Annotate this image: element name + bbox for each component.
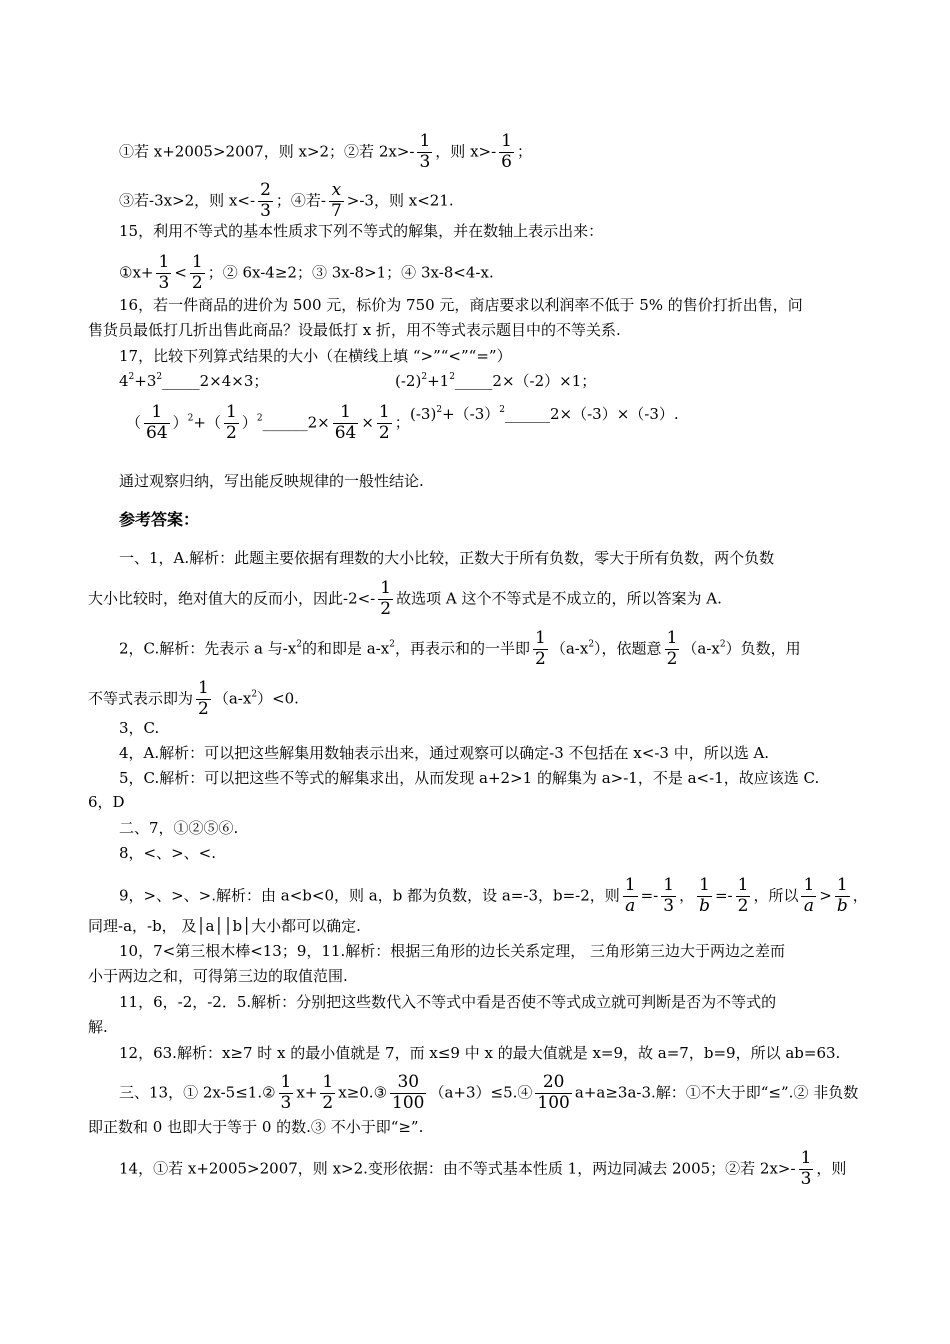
text-line: [126, 404, 410, 443]
fraction: [279, 1074, 294, 1113]
text: ______2×（-3）×（-3）.: [504, 405, 679, 423]
text-line: 5，C.解析：可以把这些不等式的解集求出，从而发现 a+2>1 的解集为 a>-1，不是 a<-1，故应该选 C.: [119, 769, 820, 787]
text: +3: [134, 372, 157, 390]
text: ；② 6x-4≥2；③ 3x-8>1；④ 3x-8<4-x.: [207, 263, 494, 282]
text: ）: [241, 413, 257, 432]
text: （a-x: [550, 639, 589, 658]
text: (-2): [395, 372, 422, 390]
superscript: 2: [128, 372, 135, 382]
fraction: [224, 404, 239, 443]
text: （a+3）≤5.④: [429, 1083, 533, 1102]
denominator: 2: [225, 422, 237, 443]
text-line: [119, 371, 268, 391]
text: a+a≥3a-3.解：①不大于即“≤”.② 非负数: [574, 1083, 859, 1102]
text: ）: [172, 413, 188, 432]
numerator: 1: [333, 404, 359, 424]
text: （: [126, 413, 142, 432]
denominator: 100: [537, 1092, 570, 1113]
fraction: [258, 182, 273, 221]
superscript: 2: [296, 639, 302, 650]
denominator: a: [803, 895, 814, 916]
text: ①若 x+2005>2007，则 x>2；②若 2x>-: [119, 142, 415, 161]
text-line: 一、1，A.解析：此题主要依据有理数的大小比较，正数大于所有负数，零大于所有负数，两个负数: [119, 549, 775, 567]
numerator: 1: [501, 131, 512, 151]
fraction: [378, 580, 393, 619]
text: =-: [714, 886, 733, 905]
superscript: 2: [389, 639, 395, 650]
text: 9，>、>、>.解析：由 a<b<0，则 a，b 都为负数，设 a=-3，b=-2，则: [119, 886, 620, 905]
text-line: 解.: [88, 1018, 108, 1036]
text-line: [88, 580, 722, 619]
numerator: 1: [419, 131, 431, 151]
text-line: 10，7<第三根木棒<13；9，11.解析：根据三角形的边长关系定理， 三角形第三边大于两边之差而: [119, 942, 786, 960]
fraction: [835, 877, 850, 916]
text: >: [819, 886, 832, 905]
numerator: 1: [666, 628, 678, 648]
superscript: 2: [499, 405, 505, 415]
text: 的和即是 a-x: [302, 639, 390, 658]
denominator: 64: [334, 422, 357, 443]
text: ），依题意: [594, 639, 662, 658]
denominator: 2: [198, 698, 209, 719]
denominator: 3: [280, 1092, 292, 1113]
text: +1: [427, 372, 450, 390]
text: (-3): [410, 405, 437, 423]
text: ，再表示和的一半即: [394, 639, 530, 658]
text: 4: [119, 372, 129, 390]
text: _____2×（-2）×1；: [454, 372, 597, 390]
numerator: 1: [380, 578, 392, 598]
numerator: 1: [803, 875, 815, 895]
text-line: [119, 133, 532, 172]
numerator: 1: [697, 877, 712, 897]
fraction: [533, 630, 548, 669]
superscript: 2: [251, 689, 258, 700]
fraction: [333, 404, 359, 443]
numerator: 1: [225, 402, 237, 422]
text-line: 3，C.: [119, 719, 160, 737]
denominator: 2: [378, 422, 390, 443]
numerator: 1: [835, 877, 850, 897]
denominator: 2: [322, 1092, 334, 1113]
fraction: [417, 133, 432, 172]
text-line: 16，若一件商品的进价为 500 元，标价为 750 元，商店要求以利润率不低于 5% 的售价打折出售，问: [119, 296, 803, 314]
text: ______2×: [262, 413, 330, 432]
fraction: [799, 1150, 814, 1189]
fraction: [156, 254, 171, 293]
superscript: 2: [421, 372, 428, 382]
text-line: 即正数和 0 也即大于等于 0 的数.③ 不小于即“≥”.: [88, 1118, 424, 1136]
fraction: [329, 182, 344, 221]
text: 14，①若 x+2005>2007，则 x>2.变形依据：由不等式基本性质 1，两边同减去 2005；②若 2x>-: [119, 1159, 796, 1178]
text: ，: [852, 886, 868, 905]
text-line: 售货员最低打几折出售此商品？设最低打 x 折，用不等式表示题目中的不等关系.: [88, 321, 621, 339]
superscript: 2: [449, 372, 455, 382]
denominator: a: [625, 895, 636, 916]
text-line: 同理-a，-b， 及│a││b│大小都可以确定.: [88, 917, 361, 935]
numerator: 1: [737, 875, 749, 895]
text-line: 8，<、>、<.: [119, 844, 217, 862]
numerator: 1: [624, 875, 636, 895]
fraction: [736, 877, 751, 916]
text-line: 4，A.解析：可以把这些解集用数轴表示出来，通过观察可以确定-3 不包括在 x<-3 中，所以选 A.: [119, 744, 770, 762]
text-line: [395, 371, 596, 391]
numerator: x: [329, 182, 344, 202]
numerator: 20: [535, 1074, 571, 1094]
numerator: 1: [378, 402, 390, 422]
fraction: [535, 1074, 571, 1113]
text-line: [119, 877, 868, 916]
text: 不等式表示即为: [88, 689, 194, 708]
fraction: [390, 1074, 426, 1113]
text: =-: [640, 886, 659, 905]
denominator: 2: [191, 272, 203, 293]
text-line: 6，D: [88, 793, 125, 811]
denominator: 3: [663, 895, 675, 916]
denominator: 3: [800, 1168, 812, 1189]
numerator: 1: [144, 404, 170, 424]
text: ，则 x>-: [435, 142, 497, 161]
superscript: 2: [156, 372, 163, 382]
denominator: b: [699, 895, 710, 916]
fraction: [320, 1074, 335, 1113]
text: ）负数，用: [725, 639, 801, 658]
text: ，则: [816, 1159, 847, 1178]
text-line: [410, 404, 679, 424]
text-line: [119, 254, 494, 293]
text: （a-x: [213, 689, 252, 708]
text-line: [119, 630, 801, 669]
fraction: [665, 630, 680, 669]
numerator: 1: [280, 1072, 292, 1092]
text-line: 12，63.解析：x≥7 时 x 的最小值就是 7，而 x≤9 中 x 的最大值就是 x=9，故 a=7，b=9，所以 ab=63.: [119, 1044, 841, 1062]
text: ，: [679, 886, 695, 905]
text: x+: [296, 1083, 318, 1102]
text: 三、13，① 2x-5≤1.②: [119, 1083, 276, 1102]
denominator: 100: [392, 1092, 425, 1113]
denominator: 6: [501, 151, 512, 172]
text: 大小比较时，绝对值大的反而小，因此-2<-: [88, 589, 376, 608]
denominator: 7: [330, 200, 342, 221]
denominator: 3: [419, 151, 431, 172]
text: _____2×4×3；: [162, 372, 269, 390]
text-line: [119, 182, 454, 221]
text: <: [174, 263, 187, 282]
text-line: 17，比较下列算式结果的大小（在横线上填 “>”“<”“=”）: [119, 347, 512, 365]
text: ；④若-: [275, 191, 326, 210]
text-line: 11，6，-2，-2．5.解析：分别把这些数代入不等式中看是否使不等式成立就可判断是否为不等式的: [119, 993, 777, 1011]
fraction: [697, 877, 712, 916]
fraction: [144, 404, 170, 443]
denominator: 3: [158, 272, 170, 293]
denominator: 64: [146, 422, 168, 443]
denominator: 2: [666, 648, 678, 669]
text: ×: [361, 413, 374, 432]
text-line: [119, 1150, 846, 1189]
fraction: [377, 404, 392, 443]
text: ；: [394, 413, 410, 432]
denominator: 2: [380, 598, 392, 619]
text: ③若-3x>2，则 x<-: [119, 191, 256, 210]
text: ①x+: [119, 263, 154, 282]
text: 故选项 A 这个不等式是不成立的，所以答案为 A.: [396, 589, 722, 608]
text: 2，C.解析：先表示 a 与-x: [119, 639, 297, 658]
fraction: [190, 254, 205, 293]
numerator: 1: [191, 252, 203, 272]
text: （a-x: [682, 639, 720, 658]
numerator: 1: [800, 1148, 812, 1168]
fraction: [196, 680, 211, 719]
text: +（: [193, 413, 221, 432]
section-heading: 参考答案：: [119, 510, 200, 529]
text: ）<0.: [257, 689, 299, 708]
fraction: [499, 133, 514, 172]
fraction: [661, 877, 676, 916]
text-line: 15，利用不等式的基本性质求下列不等式的解集，并在数轴上表示出来：: [119, 222, 604, 240]
numerator: 1: [535, 628, 546, 648]
numerator: 1: [158, 252, 170, 272]
numerator: 1: [198, 678, 209, 698]
text: >-3，则 x<21.: [346, 191, 454, 210]
numerator: 1: [663, 875, 675, 895]
superscript: 2: [187, 413, 194, 424]
fraction: [801, 877, 816, 916]
superscript: 2: [436, 405, 443, 415]
numerator: 1: [322, 1072, 334, 1092]
text: x≥0.③: [338, 1083, 388, 1102]
superscript: 2: [256, 413, 263, 424]
denominator: 2: [737, 895, 749, 916]
fraction: [623, 877, 638, 916]
text: ；: [517, 142, 533, 161]
denominator: b: [836, 895, 848, 916]
text-line: 小于两边之和，可得第三边的取值范围.: [88, 967, 348, 985]
text: ，所以: [753, 886, 799, 905]
text: +（-3）: [442, 405, 500, 423]
numerator: 30: [390, 1074, 426, 1094]
denominator: 2: [535, 648, 546, 669]
numerator: 2: [260, 180, 271, 200]
text-line: 通过观察归纳，写出能反映规律的一般性结论.: [119, 472, 424, 490]
denominator: 3: [260, 200, 271, 221]
text-line: 二、7，①②⑤⑥.: [119, 819, 239, 837]
superscript: 2: [719, 639, 726, 650]
superscript: 2: [588, 639, 595, 650]
text-line: [88, 680, 299, 719]
text-line: [119, 1074, 858, 1113]
